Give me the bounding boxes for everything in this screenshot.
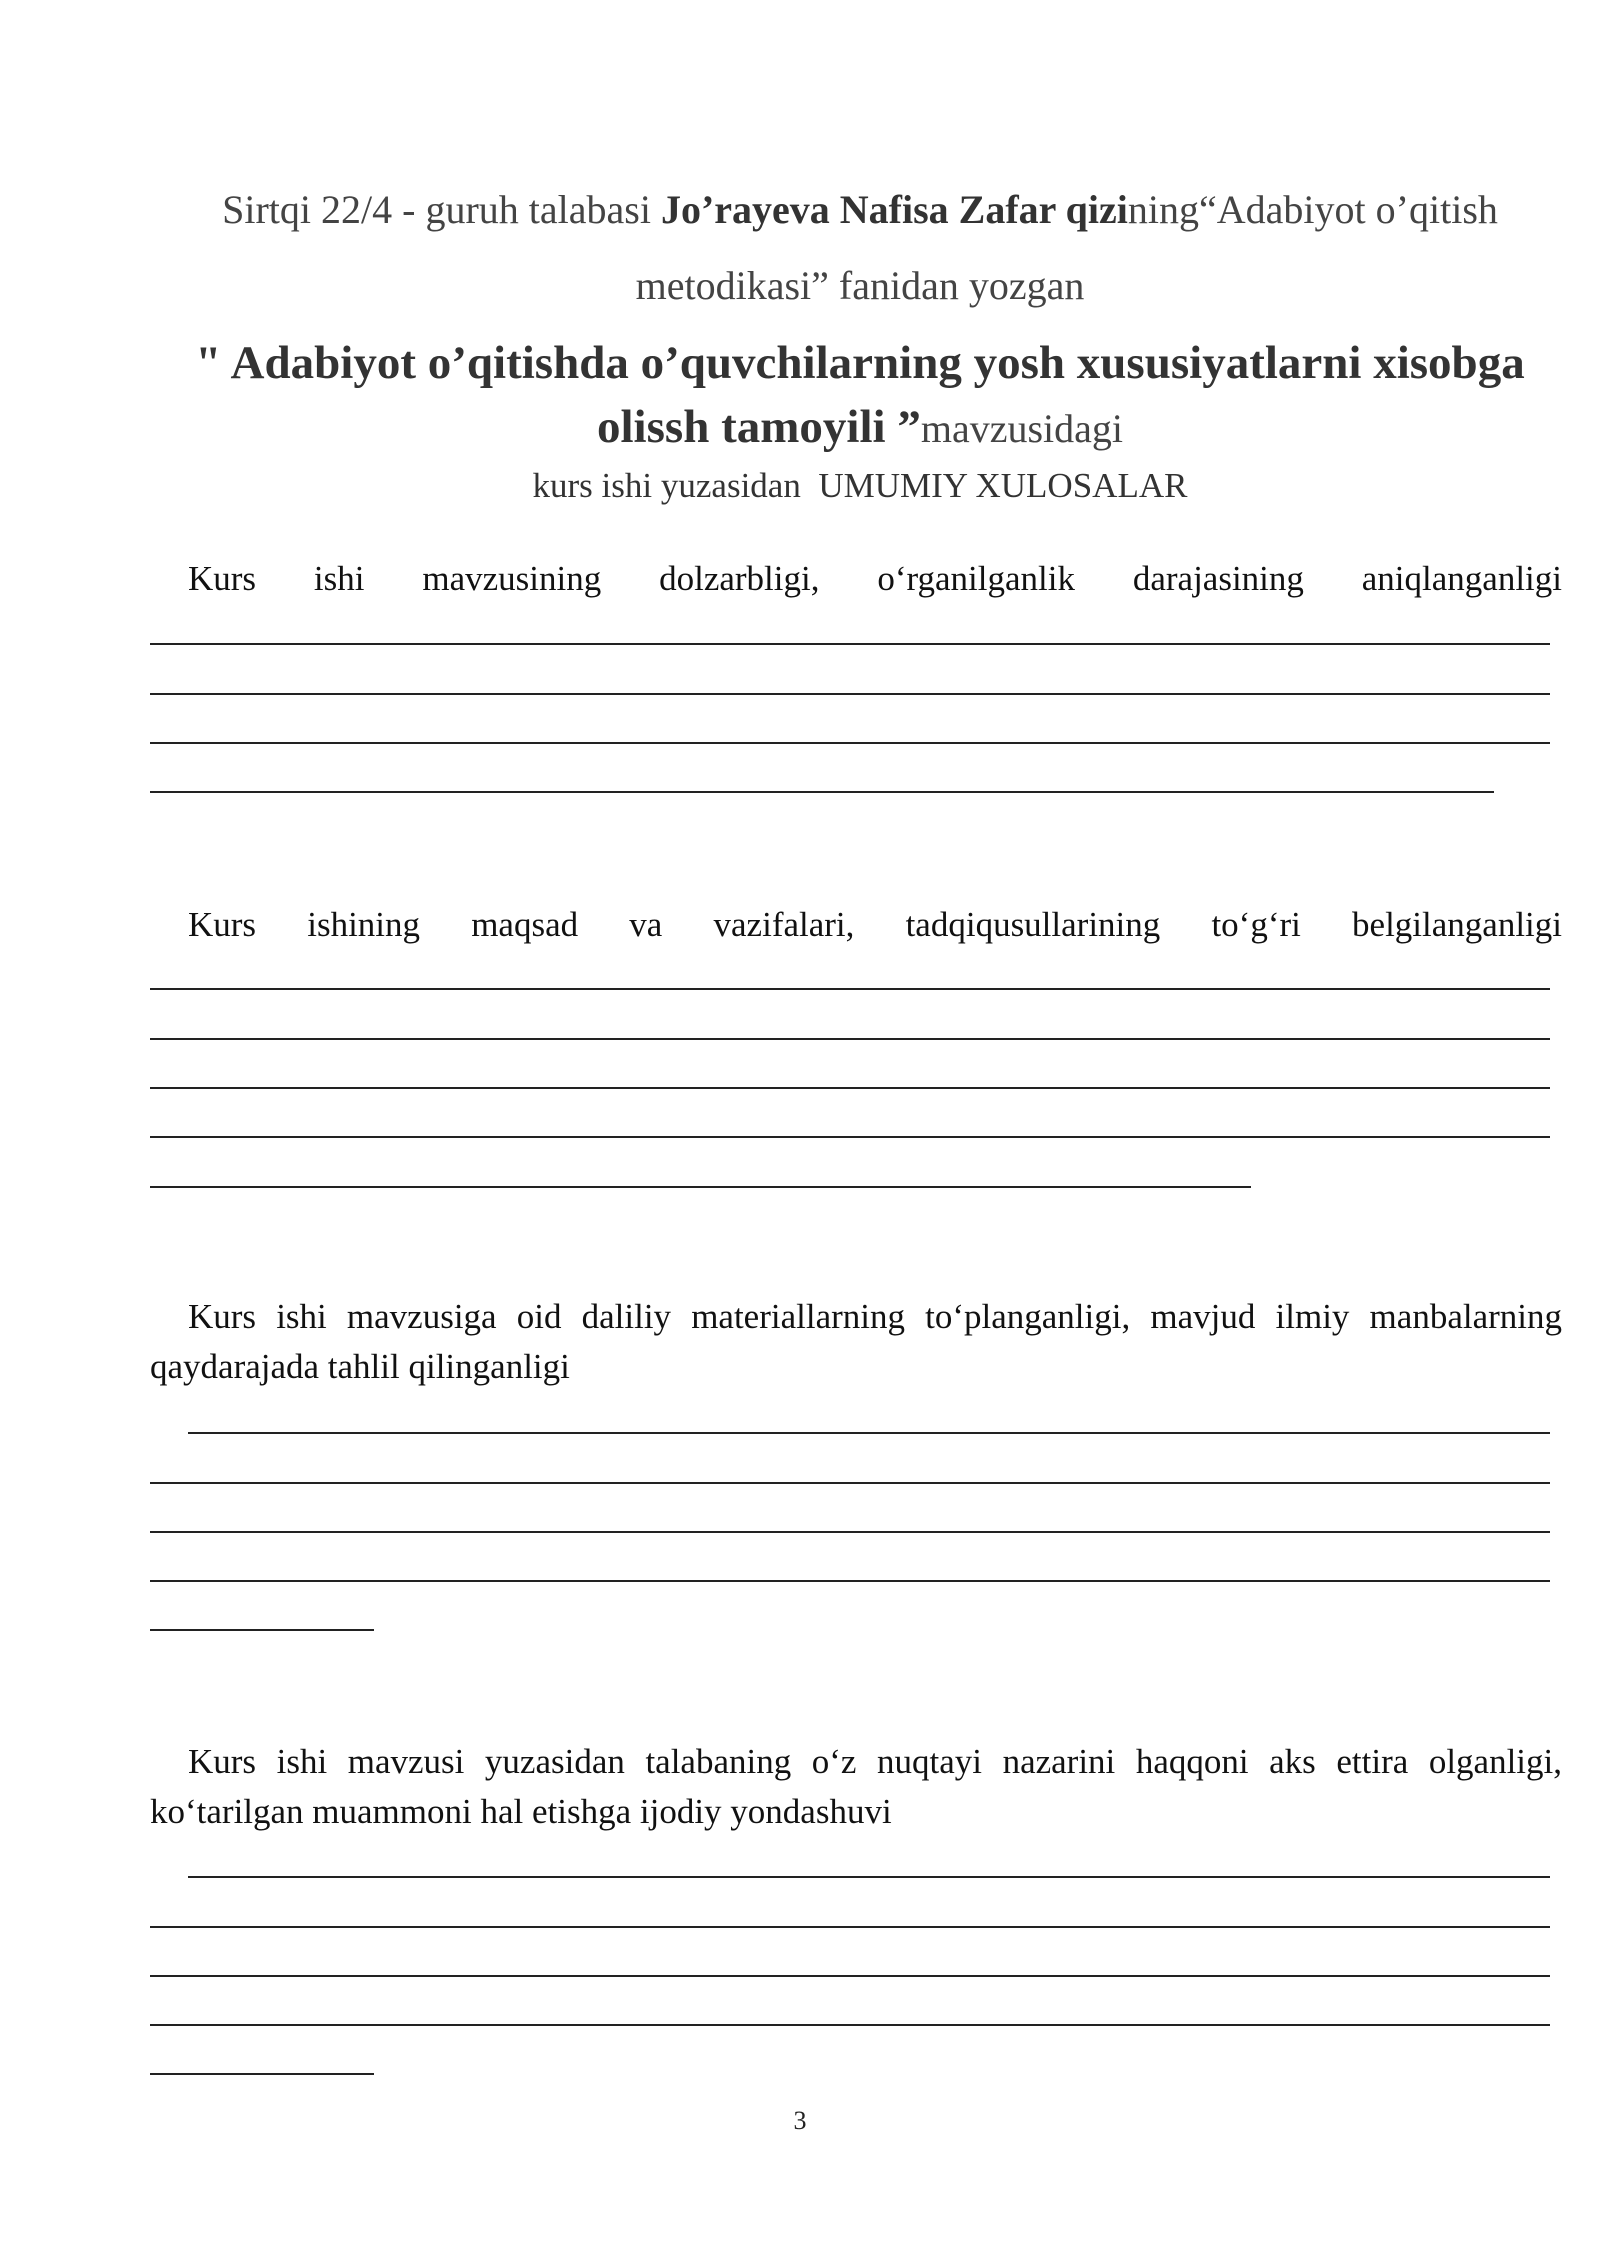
- header-suffix: ning“Adabiyot o’qitish: [1127, 187, 1498, 232]
- document-subtitle: kurs ishi yuzasidan UMUMIY XULOSALAR: [532, 466, 1188, 505]
- section-1-prompt: Kurs ishi mavzusining dolzarbligi, oʻrganilganlik darajasining aniqlanganligi: [188, 559, 1562, 598]
- section-3-answer-line: [188, 1432, 1550, 1434]
- header-line-1: [150, 186, 1570, 233]
- section-2-prompt: Kurs ishining maqsad va vazifalari, tadqiqusullarining toʻgʻri belgilanganligi: [188, 905, 1562, 944]
- section-4-prompt: Kurs ishi mavzusi yuzasidan talabaning oʻz nuqtayi nazarini haqqoni aks ettira olganligi, koʻtarilgan muammoni hal etishga ijodiy yondashuvi: [150, 1742, 1562, 1831]
- section-4-answer-line: [150, 1926, 1550, 1928]
- page-number: 3: [793, 2106, 807, 2135]
- section-2-answer-line: [150, 1136, 1550, 1138]
- document-title-line-2: [150, 400, 1570, 454]
- section-2-answer-line: [150, 1186, 1251, 1188]
- section-1-answer-line: [150, 643, 1550, 645]
- section-4-answer-line: [188, 1876, 1550, 1878]
- header-prefix: Sirtqi 22/4 - guruh talabasi: [222, 187, 661, 232]
- student-name: Jo’rayeva Nafisa Zafar qizi: [660, 187, 1128, 232]
- section-1-answer-line: [150, 791, 1494, 793]
- section-4-answer-line: [150, 2024, 1550, 2026]
- section-3-answer-line: [150, 1629, 374, 1631]
- section-3-answer-line: [150, 1580, 1550, 1582]
- section-4-answer-line: [150, 1975, 1550, 1977]
- section-3-prompt: Kurs ishi mavzusiga oid daliliy materiallarning toʻplanganligi, mavjud ilmiy manbalarning qaydarajada tahlil qilinganligi: [150, 1297, 1562, 1386]
- title-line-2-plain: mavzusidagi: [920, 406, 1123, 451]
- section-2-answer-line: [150, 1087, 1550, 1089]
- section-2-answer-line: [150, 988, 1550, 990]
- header-line-2: metodikasi” fanidan yozgan: [635, 263, 1085, 308]
- section-4-answer-line: [150, 2073, 374, 2075]
- document-title-line-1: " Adabiyot o’qitishda o’quvchilarning yosh xususiyatlarni xisobga: [195, 337, 1525, 389]
- section-1-answer-line: [150, 742, 1550, 744]
- section-2-answer-line: [150, 1038, 1550, 1040]
- section-3-answer-line: [150, 1482, 1550, 1484]
- title-line-2-bold: olissh tamoyili ”: [597, 401, 921, 453]
- section-3-answer-line: [150, 1531, 1550, 1533]
- section-1-answer-line: [150, 693, 1550, 695]
